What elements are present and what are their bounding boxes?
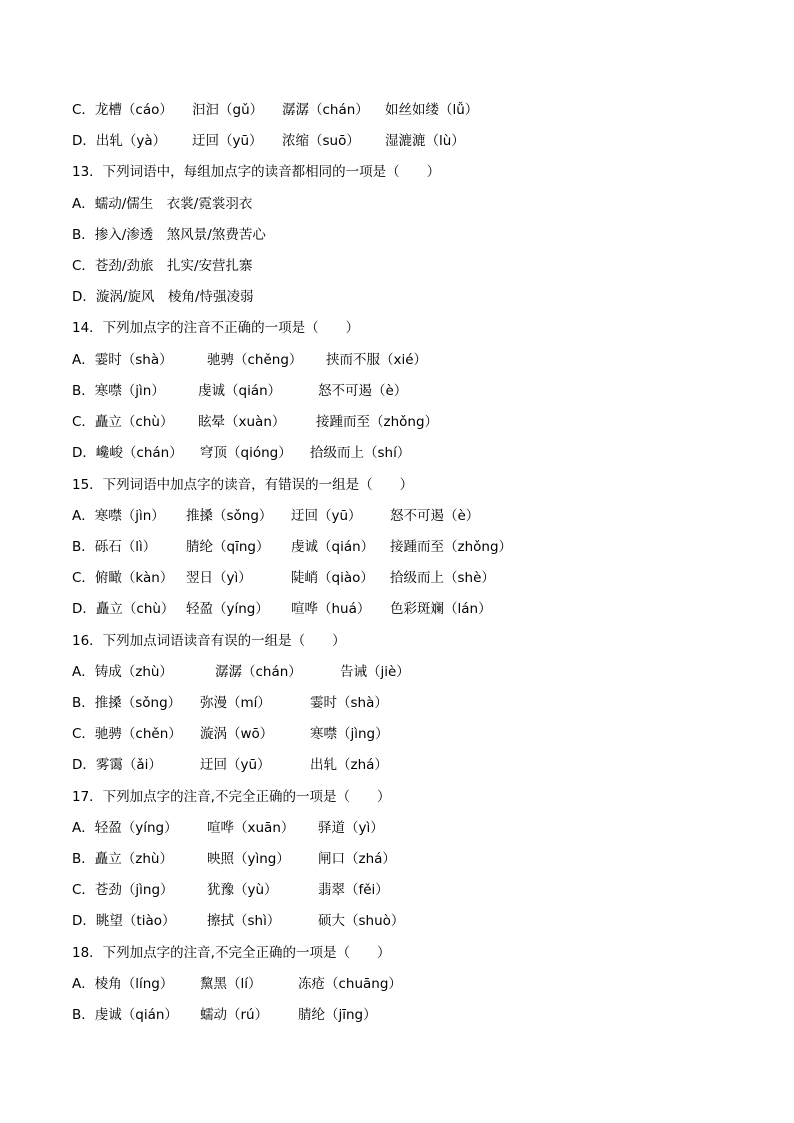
- option-item: 冻疮（chuāng）: [298, 976, 402, 992]
- option-item: C．驰骋（chěn）: [72, 726, 182, 742]
- option-item: 怒不可遏（è）: [390, 508, 480, 524]
- option-item: A．蠕动/儒生 衣裳/霓裳羽衣: [72, 196, 253, 212]
- option-item: D．眺望（tiào）: [72, 913, 176, 929]
- option-item: 硕大（shuò）: [318, 913, 405, 929]
- option-item: B．砾石（lì）: [72, 539, 157, 555]
- option-item: C．苍劲（jìng）: [72, 882, 174, 898]
- option-item: B．矗立（zhù）: [72, 851, 173, 867]
- option-item: C．苍劲/劲旅 扎实/安营扎寨: [72, 258, 253, 274]
- question-text: 13．下列词语中，每组加点字的读音都相同的一项是（ ）: [72, 164, 441, 180]
- option-item: 闸口（zhá）: [318, 851, 396, 867]
- option-item: 霎时（shà）: [310, 695, 388, 711]
- option-item: 浓缩（suō）: [282, 133, 360, 149]
- option-item: 虔诚（qián）: [291, 539, 375, 555]
- question-text: 15．下列词语中加点字的读音，有错误的一组是（ ）: [72, 477, 414, 493]
- option-item: 翌日（yì）: [186, 570, 252, 586]
- option-item: B．寒噤（jìn）: [72, 383, 165, 399]
- option-item: A．轻盈（yíng）: [72, 820, 178, 836]
- option-item: B．虔诚（qián）: [72, 1007, 178, 1023]
- option-item: 喧哗（xuān）: [207, 820, 295, 836]
- option-item: 潺潺（chán）: [282, 102, 369, 118]
- option-item: C．俯瞰（kàn）: [72, 570, 174, 586]
- option-item: 推搡（sǒng）: [186, 508, 273, 524]
- option-item: 色彩斑斓（lán）: [390, 601, 492, 617]
- option-item: 驿道（yì）: [318, 820, 384, 836]
- option-item: D．漩涡/旋风 棱角/恃强凌弱: [72, 289, 254, 305]
- option-item: 腈纶（jīng）: [298, 1007, 377, 1023]
- option-item: 告诫（jiè）: [340, 664, 410, 680]
- option-item: B．推搡（sǒng）: [72, 695, 182, 711]
- question-text: 16．下列加点词语读音有误的一组是（ ）: [72, 633, 346, 649]
- option-item: D．出轧（yà）: [72, 133, 167, 149]
- option-item: 拾级而上（shè）: [390, 570, 495, 586]
- option-item: 潺潺（chán）: [215, 664, 302, 680]
- option-item: C．龙槽（cáo）: [72, 102, 173, 118]
- option-item: 蠕动（rú）: [200, 1007, 269, 1023]
- question-text: 17．下列加点字的注音,不完全正确的一项是（ ）: [72, 789, 391, 805]
- option-item: 穹顶（qióng）: [200, 445, 292, 461]
- option-item: 湿漉漉（lù）: [385, 133, 465, 149]
- option-item: 映照（yìng）: [207, 851, 290, 867]
- option-item: 如丝如缕（lǚ）: [385, 102, 479, 118]
- option-item: D．雾霭（ǎi）: [72, 757, 162, 773]
- option-item: 轻盈（yíng）: [186, 601, 269, 617]
- option-item: 擦拭（shì）: [207, 913, 281, 929]
- option-item: 弥漫（mí）: [200, 695, 271, 711]
- option-item: B．掺入/渗透 煞风景/煞费苦心: [72, 227, 266, 243]
- option-item: C．矗立（chù）: [72, 414, 174, 430]
- option-item: 黧黑（lí）: [200, 976, 262, 992]
- option-item: 喧哗（huá）: [291, 601, 371, 617]
- option-item: 漩涡（wō）: [200, 726, 274, 742]
- option-item: 眩晕（xuàn）: [198, 414, 286, 430]
- option-item: 虔诚（qián）: [198, 383, 282, 399]
- question-text: 18．下列加点字的注音,不完全正确的一项是（ ）: [72, 945, 391, 961]
- option-item: 陡峭（qiào）: [291, 570, 374, 586]
- option-item: 迂回（yū）: [200, 757, 271, 773]
- option-item: 接踵而至（zhǒng）: [390, 539, 513, 555]
- option-item: 腈纶（qīng）: [186, 539, 270, 555]
- option-item: 出轧（zhá）: [310, 757, 388, 773]
- option-item: 寒噤（jìng）: [310, 726, 389, 742]
- option-item: 汩汩（gǔ）: [192, 102, 264, 118]
- option-item: 迂回（yū）: [192, 133, 263, 149]
- option-item: A．霎时（shà）: [72, 352, 173, 368]
- option-item: A．铸成（zhù）: [72, 664, 173, 680]
- option-item: 接踵而至（zhǒng）: [316, 414, 439, 430]
- option-item: 迂回（yū）: [291, 508, 362, 524]
- option-item: 翡翠（fěi）: [318, 882, 389, 898]
- option-item: 驰骋（chěng）: [207, 352, 303, 368]
- question-text: 14．下列加点字的注音不正确的一项是（ ）: [72, 320, 360, 336]
- option-item: 犹豫（yù）: [207, 882, 278, 898]
- option-item: D．矗立（chù）: [72, 601, 175, 617]
- option-item: A．棱角（líng）: [72, 976, 174, 992]
- option-item: 拾级而上（shí）: [310, 445, 411, 461]
- option-item: 挟而不服（xié）: [326, 352, 428, 368]
- option-item: D．巉峻（chán）: [72, 445, 183, 461]
- option-item: 怒不可遏（è）: [318, 383, 408, 399]
- option-item: A．寒噤（jìn）: [72, 508, 165, 524]
